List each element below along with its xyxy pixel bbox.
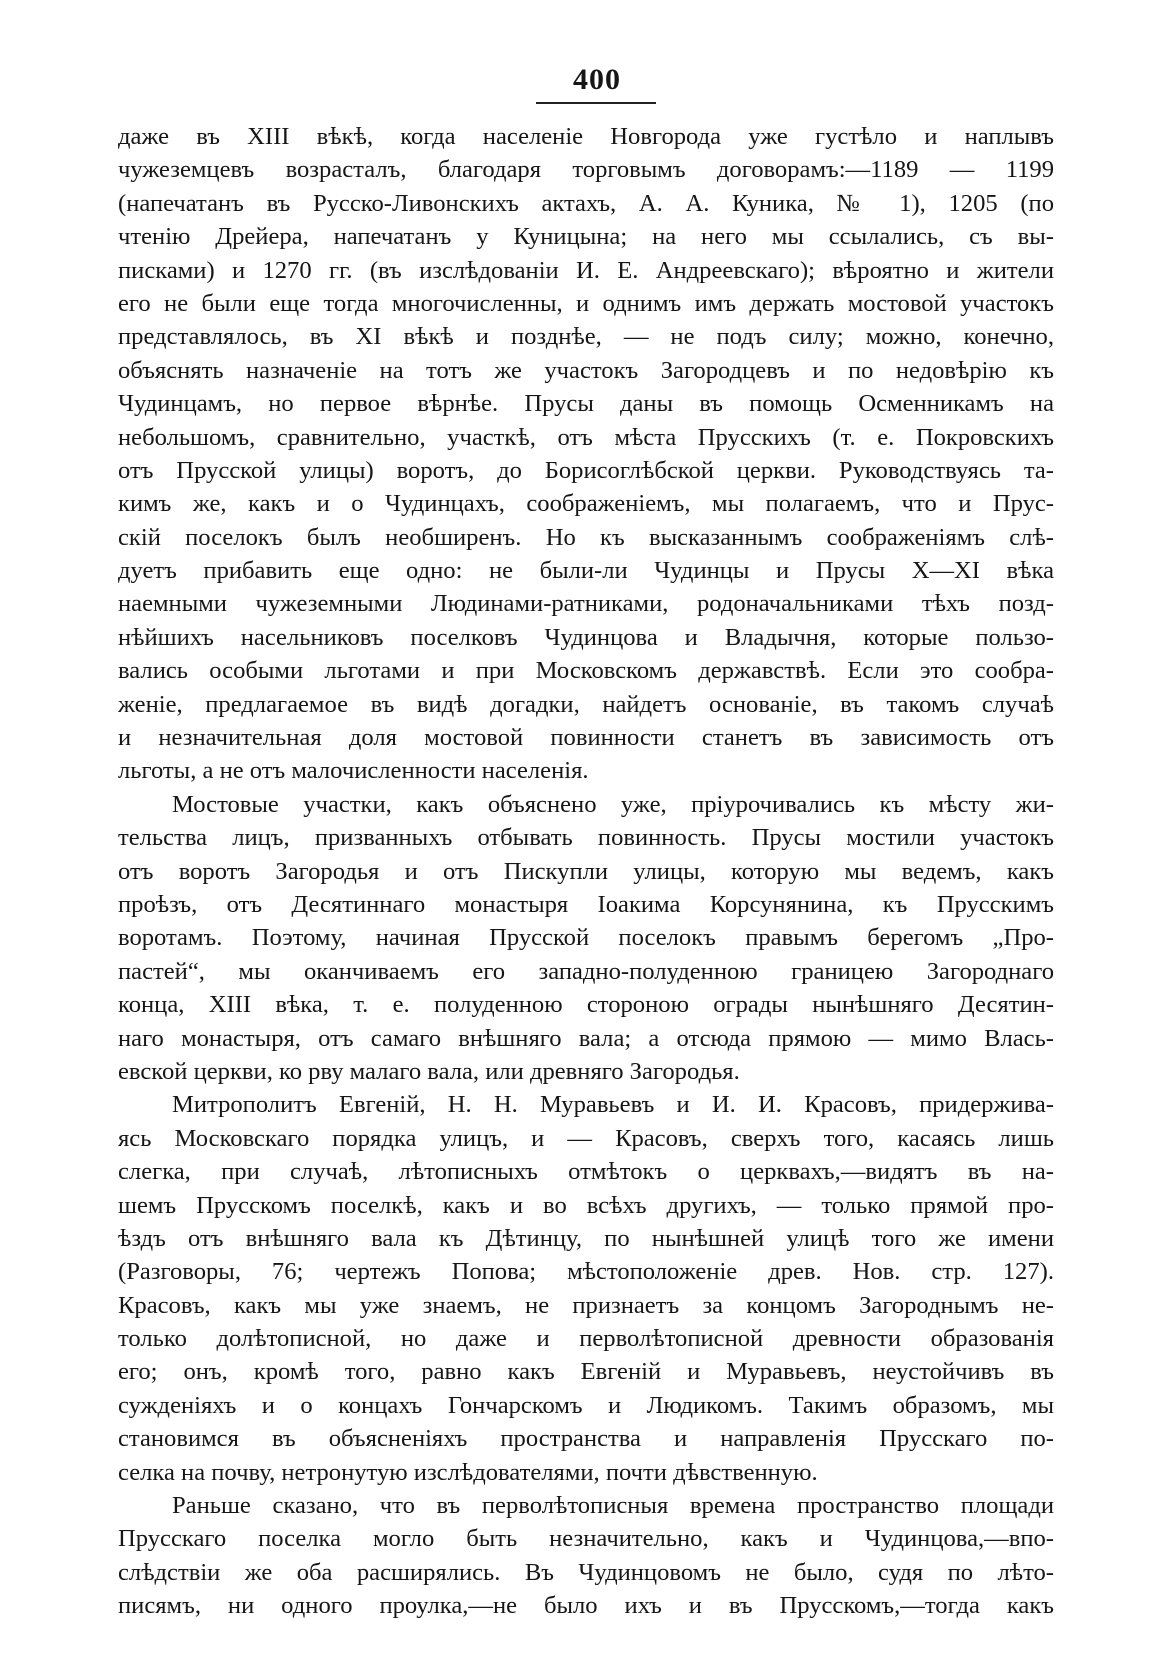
text-line: женiе, предлагаемое въ видѣ догадки, найдетъ основанiе, въ такомъ случаѣ [118, 690, 1054, 718]
text-line: небольшомъ, сравнительно, участкѣ, отъ мѣста Прусскихъ (т. е. Покровскихъ [118, 423, 1054, 451]
text-line: даже въ XIII вѣкѣ, когда населенiе Новгорода уже густѣло и наплывъ [118, 123, 1054, 150]
text-line: наго монастыря, отъ самаго внѣшняго вала; а отсюда прямою — мимо Влась- [118, 1024, 1054, 1052]
text-line: кимъ же, какъ и о Чудинцахъ, соображенiемъ, мы полагаемъ, что и Прус- [118, 490, 1054, 518]
text-line: писямъ, ни одного проулка,—не было ихъ и въ Прусскомъ,—тогда какъ [118, 1592, 1054, 1620]
text-line: слѣдствiи же оба расширялись. Въ Чудинцовомъ не было, судя по лѣто- [118, 1558, 1054, 1586]
paragraph [118, 1088, 1054, 1489]
text-line: дуетъ прибавить еще одно: не были-ли Чудинцы и Прусы X—XI вѣка [118, 557, 1054, 585]
text-line: наемными чужеземными Людинами-ратниками, родоначальниками тѣхъ позд- [118, 590, 1054, 618]
text-line: (Разговоры, 76; чертежъ Попова; мѣстоположенiе древ. Нов. стр. 127). [118, 1258, 1054, 1286]
text-line: Чудинцамъ, но первое вѣрнѣе. Прусы даны въ помощь Осменникамъ на [118, 390, 1054, 418]
text-line: проѣзъ, отъ Десятиннаго монастыря Iоакима Корсунянина, къ Прусскимъ [118, 890, 1054, 918]
text-line: представлялось, въ XI вѣкѣ и позднѣе, — не подъ силу; можно, конечно, [118, 323, 1054, 351]
text-line: вались особыми льготами и при Московскомъ державствѣ. Если это сообра- [118, 657, 1054, 685]
body-text [118, 120, 1054, 1623]
text-line: отъ Прусской улицы) воротъ, до Борисоглѣбской церкви. Руководствуясь та- [118, 456, 1054, 484]
text-line: селка на почву, нетронутую изслѣдователями, почти дѣвственную. [118, 1458, 818, 1486]
text-line: отъ воротъ Загородья и отъ Пискупли улицы, которую мы ведемъ, какъ [118, 857, 1054, 885]
text-line: Красовъ, какъ мы уже знаемъ, не признаетъ за концомъ Загороднымъ не- [118, 1291, 1054, 1319]
paragraph [118, 120, 1054, 788]
text-line: его не были еще тогда многочисленны, и однимъ имъ держать мостовой участокъ [118, 289, 1054, 317]
text-line: тельства лицъ, призванныхъ отбывать повинность. Прусы мостили участокъ [118, 824, 1054, 852]
text-line: сужденiяхъ и о концахъ Гончарскомъ и Людикомъ. Такимъ образомъ, мы [118, 1391, 1054, 1419]
text-line: писками) и 1270 гг. (въ изслѣдованiи И. Е. Андреевскаго); вѣроятно и жители [118, 256, 1054, 284]
text-line: Мостовые участки, какъ объяснено уже, прiурочивались къ мѣсту жи- [172, 790, 1054, 818]
text-line: чтенiю Дрейера, напечатанъ у Куницына; на него мы ссылались, съ вы- [118, 223, 1054, 251]
text-line: и незначительная доля мостовой повинности станетъ въ зависимость отъ [118, 724, 1054, 752]
text-line: Раньше сказано, что въ перволѣтописныя времена пространство площади [172, 1492, 1054, 1520]
text-line: чужеземцевъ возрасталъ, благодаря торговымъ договорамъ:—1189 — 1199 [118, 156, 1054, 184]
text-line: становимся въ объясненiяхъ пространства и направленiя Прусскаго по- [118, 1425, 1054, 1453]
text-line: нѣйшихъ насельниковъ поселковъ Чудинцова и Владычня, которые пользо- [118, 623, 1054, 651]
text-line: пастей“, мы оканчиваемъ его западно-полуденною границею Загороднаго [118, 957, 1054, 985]
text-line: льготы, а не отъ малочисленности населенiя. [118, 757, 589, 785]
text-line: воротамъ. Поэтому, начиная Прусской поселокъ правымъ берегомъ „Про- [118, 924, 1054, 952]
text-line: евской церкви, ко рву малаго вала, или древняго Загородья. [118, 1057, 740, 1085]
text-line: слегка, при случаѣ, лѣтописныхъ отмѣтокъ о церквахъ,—видятъ въ на- [118, 1158, 1054, 1186]
page-number-underline [536, 102, 656, 104]
paragraph [118, 788, 1054, 1089]
text-line: скiй поселокъ былъ необширенъ. Но къ высказаннымъ соображенiямъ слѣ- [118, 523, 1054, 551]
text-line: ѣздъ отъ внѣшняго вала къ Дѣтинцу, по нынѣшней улицѣ того же имени [118, 1224, 1054, 1252]
text-line: ясь Московскаго порядка улицъ, и — Красовъ, сверхъ того, касаясь лишь [118, 1124, 1054, 1152]
text-line: его; онъ, кромѣ того, равно какъ Евгенiй и Муравьевъ, неустойчивъ въ [118, 1358, 1054, 1386]
page-number: 400 [573, 63, 621, 96]
text-line: объяснять назначенiе на тотъ же участокъ Загородцевъ и по недовѣрiю къ [118, 356, 1054, 384]
text-line: Митрополитъ Евгенiй, Н. Н. Муравьевъ и И. И. Красовъ, придержива- [172, 1091, 1054, 1119]
text-line: (напечатанъ въ Русско-Ливонскихъ актахъ, А. А. Куника, № 1), 1205 (по [118, 189, 1054, 217]
paragraph [118, 1489, 1054, 1623]
text-line: шемъ Прусскомъ поселкѣ, какъ и во всѣхъ другихъ, — только прямой про- [118, 1191, 1054, 1219]
text-line: Прусскаго поселка могло быть незначительно, какъ и Чудинцова,—впо- [118, 1525, 1054, 1553]
text-line: только долѣтописной, но даже и перволѣтописной древности образованiя [118, 1325, 1054, 1353]
text-line: конца, XIII вѣка, т. е. полуденною стороною ограды нынѣшняго Десятин- [118, 991, 1054, 1019]
